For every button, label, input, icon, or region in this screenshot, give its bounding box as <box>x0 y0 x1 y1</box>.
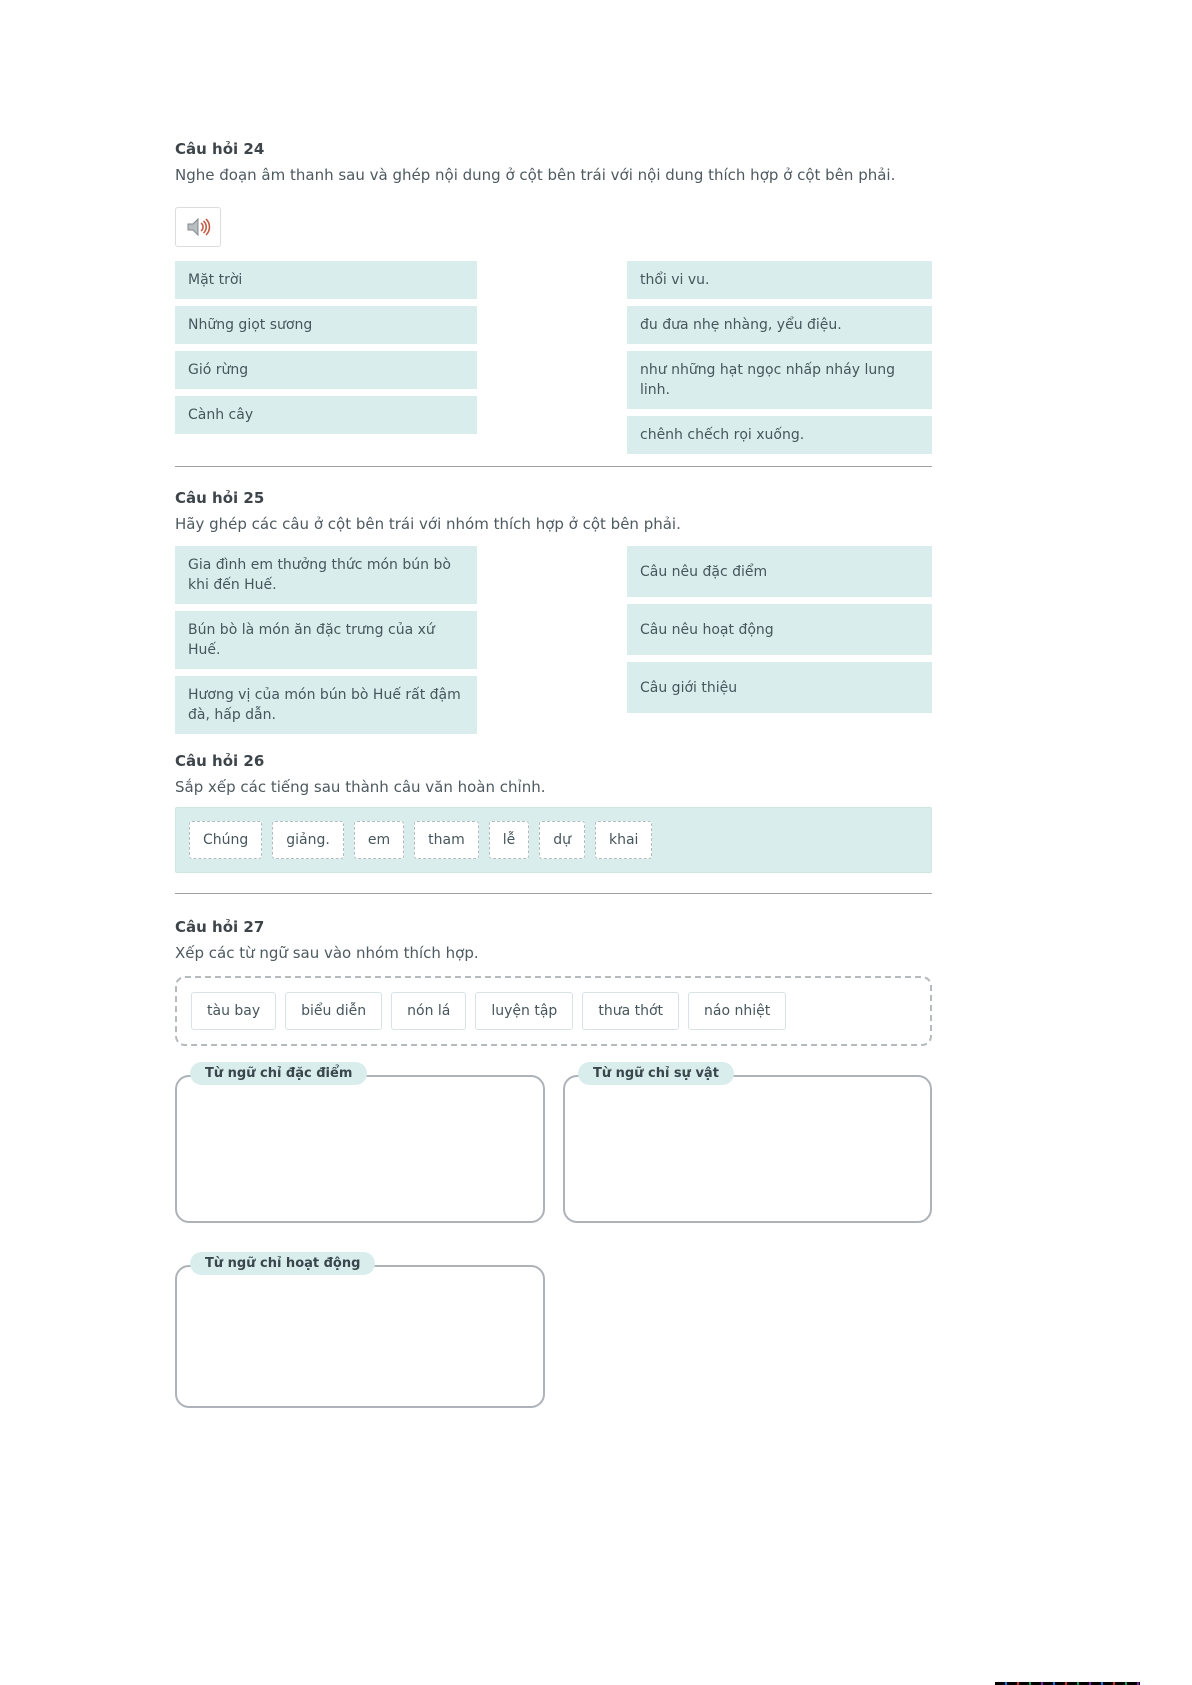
drop-group-hoat-dong[interactable] <box>175 1256 545 1408</box>
group-label: Từ ngữ chỉ hoạt động <box>190 1252 375 1275</box>
word-chip[interactable]: tham <box>414 821 479 859</box>
word-chip[interactable]: thưa thớt <box>582 992 679 1030</box>
question-27-instruction: Xếp các từ ngữ sau vào nhóm thích hợp. <box>175 944 479 962</box>
question-26-title: Câu hỏi 26 <box>175 752 265 770</box>
speaker-icon <box>185 215 211 239</box>
match-left-item[interactable]: Mặt trời <box>175 261 477 299</box>
q27-group-row-2 <box>175 1256 932 1408</box>
group-label: Từ ngữ chỉ đặc điểm <box>190 1062 367 1085</box>
match-left-item[interactable]: Những giọt sương <box>175 306 477 344</box>
match-right-item[interactable]: chênh chếch rọi xuống. <box>627 416 932 454</box>
q24-left-column <box>175 261 477 454</box>
question-27-title: Câu hỏi 27 <box>175 918 265 936</box>
word-chip[interactable]: nón lá <box>391 992 466 1030</box>
word-chip[interactable]: dự <box>539 821 585 859</box>
drop-group-dac-diem[interactable] <box>175 1066 545 1223</box>
match-right-item[interactable]: thổi vi vu. <box>627 261 932 299</box>
quiz-content <box>175 0 932 1408</box>
match-right-item[interactable]: Câu nêu hoạt động <box>627 604 932 655</box>
question-24 <box>175 140 932 454</box>
question-26 <box>175 752 932 873</box>
question-26-instruction: Sắp xếp các tiếng sau thành câu văn hoàn chỉnh. <box>175 778 546 796</box>
question-24-title: Câu hỏi 24 <box>175 140 265 158</box>
q25-left-column <box>175 546 477 734</box>
match-left-item[interactable]: Cành cây <box>175 396 477 434</box>
question-27 <box>175 918 932 1408</box>
word-chip[interactable]: khai <box>595 821 652 859</box>
question-25-instruction: Hãy ghép các câu ở cột bên trái với nhóm thích hợp ở cột bên phải. <box>175 515 681 533</box>
match-right-item[interactable]: đu đưa nhẹ nhàng, yểu điệu. <box>627 306 932 344</box>
q27-group-row-1 <box>175 1066 932 1223</box>
word-chip[interactable]: tàu bay <box>191 992 276 1030</box>
question-25 <box>175 489 932 734</box>
q27-word-pool[interactable] <box>175 976 932 1046</box>
match-right-item[interactable]: như những hạt ngọc nhấp nháy lung linh. <box>627 351 932 409</box>
audio-play-button[interactable] <box>175 207 221 247</box>
word-chip[interactable]: em <box>354 821 404 859</box>
match-left-item[interactable]: Gia đình em thưởng thức món bún bò khi đến Huế. <box>175 546 477 604</box>
word-chip[interactable]: biểu diễn <box>285 992 382 1030</box>
match-left-item[interactable]: Gió rừng <box>175 351 477 389</box>
q25-right-column <box>627 546 932 734</box>
match-right-item[interactable]: Câu giới thiệu <box>627 662 932 713</box>
word-chip[interactable]: luyện tập <box>475 992 573 1030</box>
q25-match-area <box>175 546 932 734</box>
match-left-item[interactable]: Bún bò là món ăn đặc trưng của xứ Huế. <box>175 611 477 669</box>
word-chip[interactable]: Chúng <box>189 821 262 859</box>
q24-right-column <box>627 261 932 454</box>
word-chip[interactable]: lễ <box>489 821 530 859</box>
question-divider <box>175 466 932 467</box>
match-right-item[interactable]: Câu nêu đặc điểm <box>627 546 932 597</box>
word-chip[interactable]: giảng. <box>272 821 344 859</box>
question-24-instruction: Nghe đoạn âm thanh sau và ghép nội dung ở cột bên trái với nội dung thích hợp ở cột bên phải. <box>175 166 896 184</box>
word-chip[interactable]: náo nhiệt <box>688 992 786 1030</box>
question-25-title: Câu hỏi 25 <box>175 489 265 507</box>
q24-match-area <box>175 261 932 454</box>
q26-word-bank[interactable] <box>175 807 932 873</box>
drop-group-su-vat[interactable] <box>563 1066 932 1223</box>
question-divider <box>175 893 932 894</box>
group-label: Từ ngữ chỉ sự vật <box>578 1062 734 1085</box>
match-left-item[interactable]: Hương vị của món bún bò Huế rất đậm đà, hấp dẫn. <box>175 676 477 734</box>
